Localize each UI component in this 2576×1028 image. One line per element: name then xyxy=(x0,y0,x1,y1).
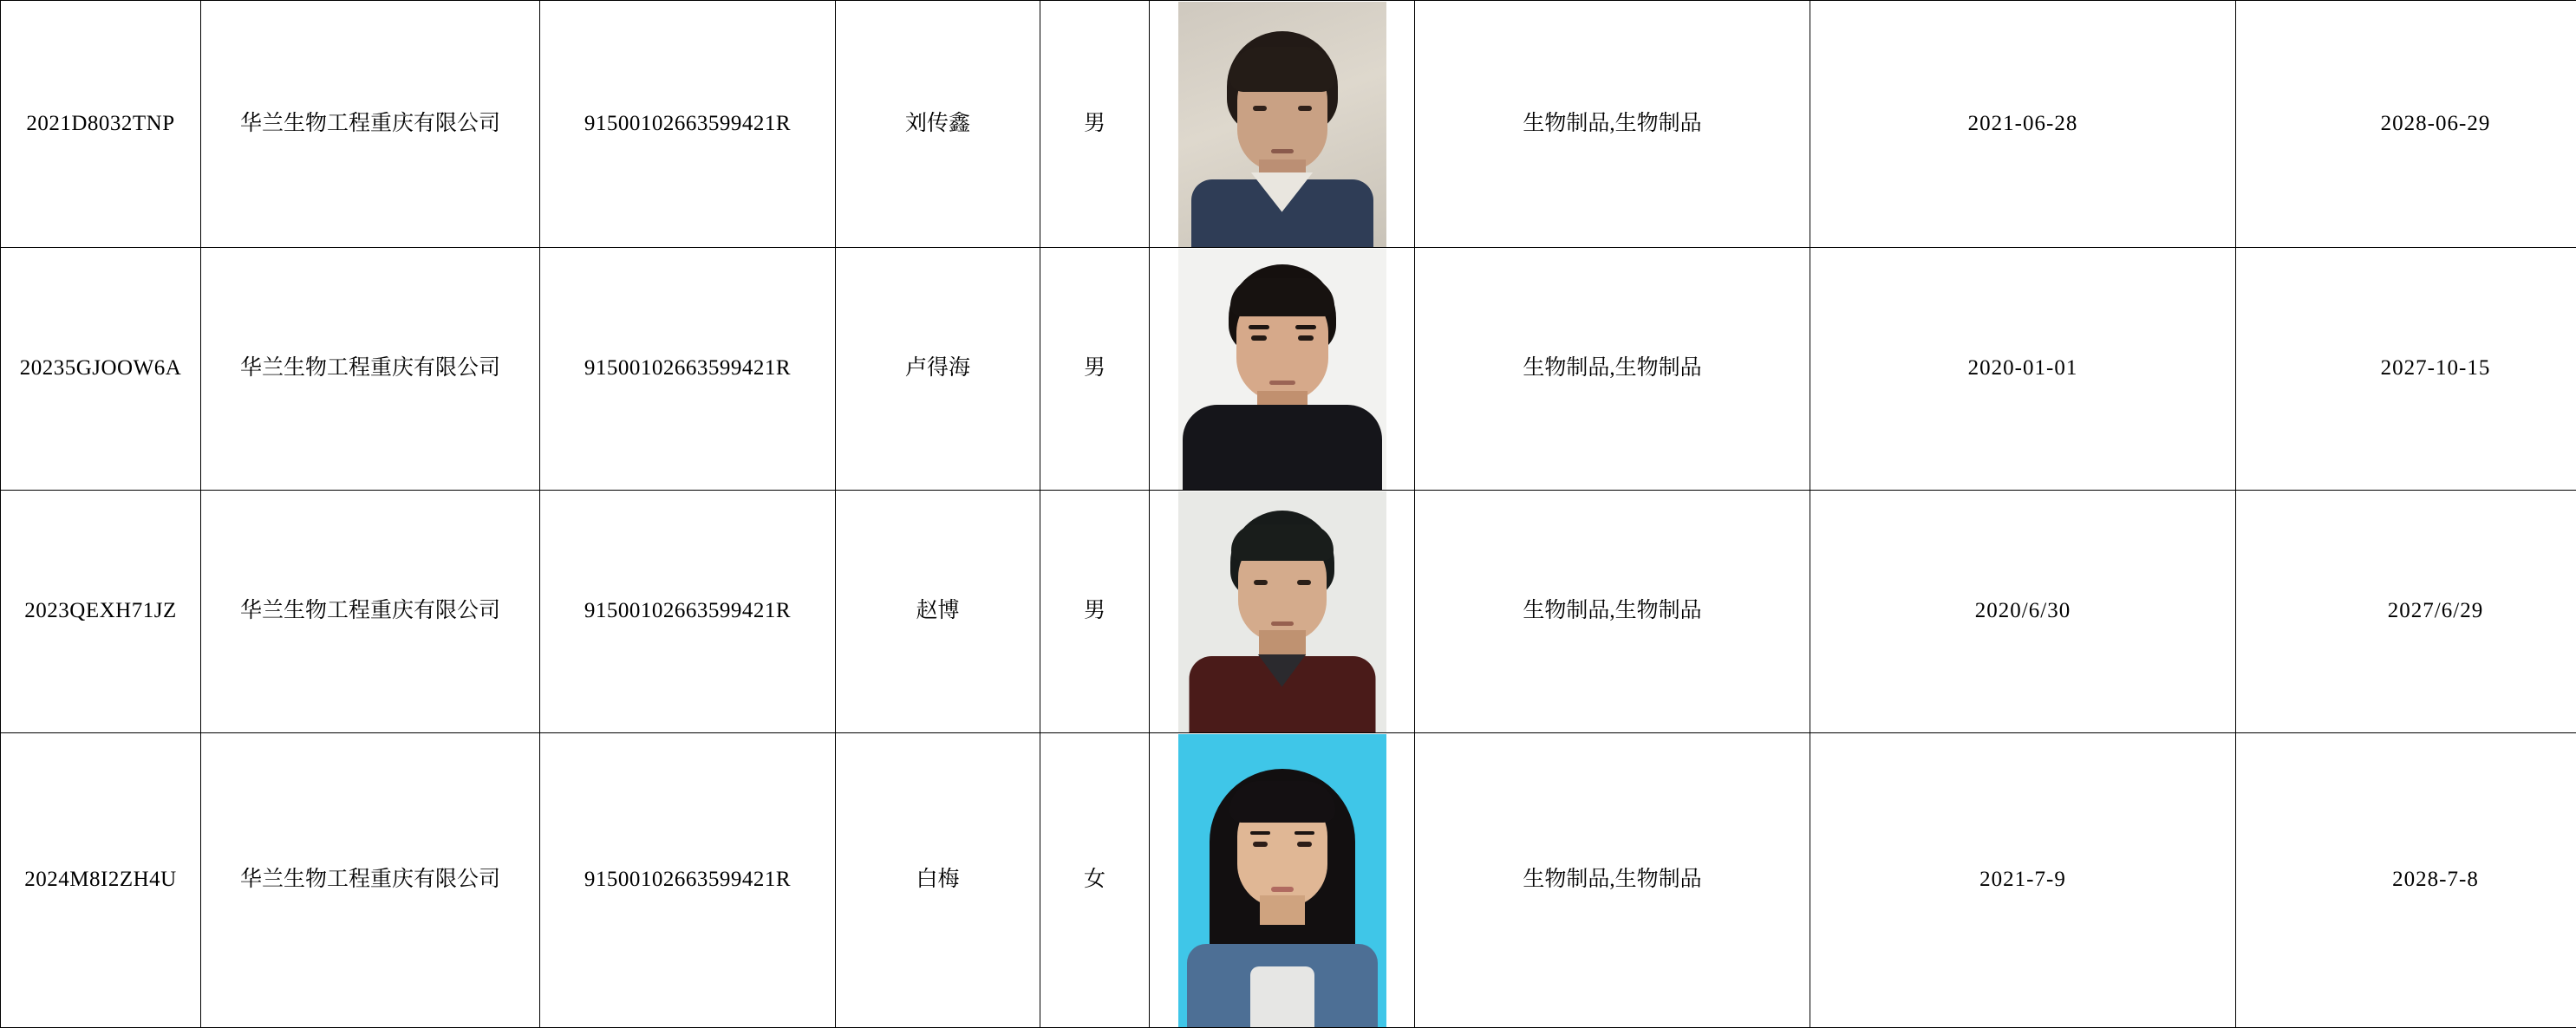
cell-sex: 男 xyxy=(1040,248,1150,491)
cell-sex: 女 xyxy=(1040,733,1150,1028)
portrait-photo-icon xyxy=(1178,491,1386,732)
cell-end-date: 2028-06-29 xyxy=(2236,1,2576,248)
cell-sex: 男 xyxy=(1040,1,1150,248)
cell-credit-code: 91500102663599421R xyxy=(540,491,836,733)
portrait-photo-icon xyxy=(1178,734,1386,1027)
cell-name: 白梅 xyxy=(836,733,1040,1028)
portrait-photo-icon xyxy=(1178,249,1386,490)
cell-company: 华兰生物工程重庆有限公司 xyxy=(201,491,540,733)
cell-category: 生物制品,生物制品 xyxy=(1415,248,1810,491)
cell-sex: 男 xyxy=(1040,491,1150,733)
cell-category: 生物制品,生物制品 xyxy=(1415,733,1810,1028)
cell-credit-code: 91500102663599421R xyxy=(540,1,836,248)
cell-category: 生物制品,生物制品 xyxy=(1415,491,1810,733)
cell-credit-code: 91500102663599421R xyxy=(540,733,836,1028)
table-row[interactable] xyxy=(1,491,2576,733)
cell-credit-code: 91500102663599421R xyxy=(540,248,836,491)
cell-name: 刘传鑫 xyxy=(836,1,1040,248)
cell-code: 2023QEXH71JZ xyxy=(1,491,201,733)
cell-end-date: 2027-10-15 xyxy=(2236,248,2576,491)
cell-category: 生物制品,生物制品 xyxy=(1415,1,1810,248)
cell-company: 华兰生物工程重庆有限公司 xyxy=(201,1,540,248)
cell-start-date: 2020/6/30 xyxy=(1810,491,2236,733)
cell-code: 2024M8I2ZH4U xyxy=(1,733,201,1028)
cell-code: 20235GJOOW6A xyxy=(1,248,201,491)
cell-end-date: 2028-7-8 xyxy=(2236,733,2576,1028)
table-row[interactable] xyxy=(1,1,2576,248)
cell-start-date: 2021-7-9 xyxy=(1810,733,2236,1028)
table-row[interactable] xyxy=(1,733,2576,1028)
table-row[interactable] xyxy=(1,248,2576,491)
cell-company: 华兰生物工程重庆有限公司 xyxy=(201,248,540,491)
cell-code: 2021D8032TNP xyxy=(1,1,201,248)
cell-name: 卢得海 xyxy=(836,248,1040,491)
cell-photo xyxy=(1150,248,1415,491)
cell-photo xyxy=(1150,491,1415,733)
cell-name: 赵博 xyxy=(836,491,1040,733)
cell-end-date: 2027/6/29 xyxy=(2236,491,2576,733)
cell-start-date: 2020-01-01 xyxy=(1810,248,2236,491)
cell-photo xyxy=(1150,733,1415,1028)
cell-company: 华兰生物工程重庆有限公司 xyxy=(201,733,540,1028)
portrait-photo-icon xyxy=(1178,2,1386,247)
cell-photo xyxy=(1150,1,1415,248)
cell-start-date: 2021-06-28 xyxy=(1810,1,2236,248)
